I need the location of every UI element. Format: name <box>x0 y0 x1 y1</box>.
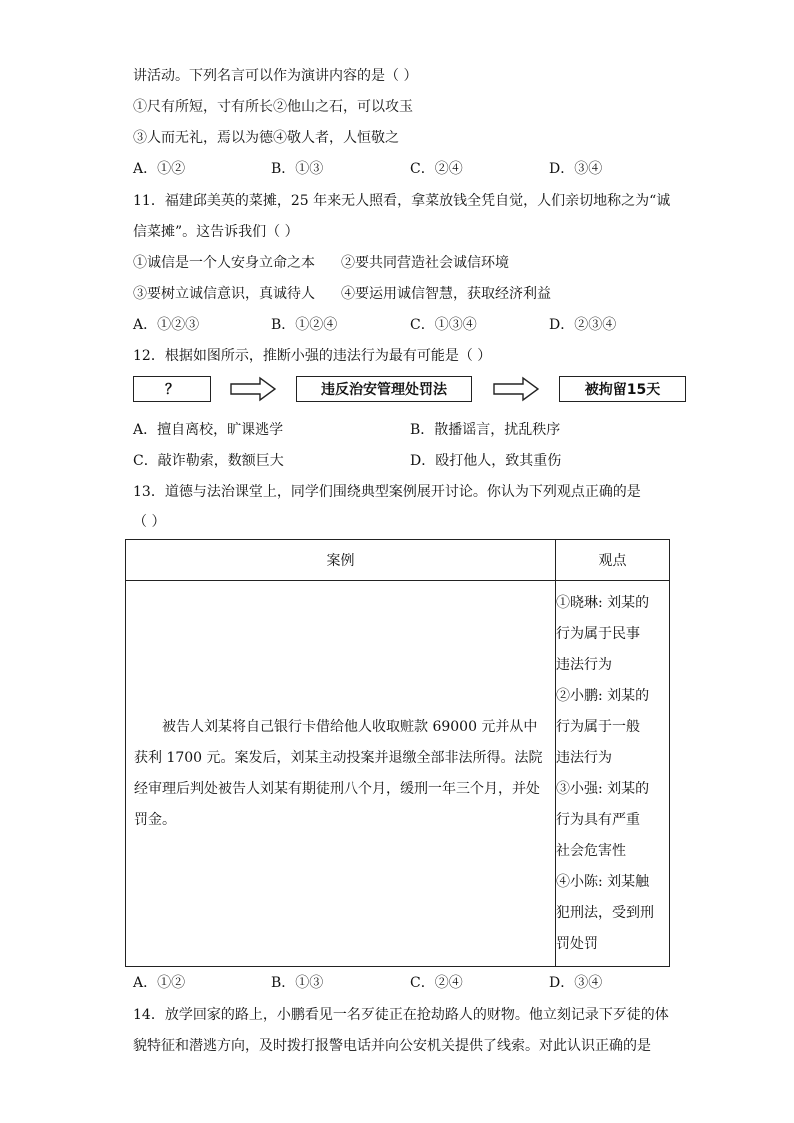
view-line: ②小鹏: 刘某的 <box>556 687 650 704</box>
view-line: ①晓琳: 刘某的 <box>556 594 650 611</box>
view-line: 行为属于一般 <box>556 718 640 735</box>
view-line: 犯刑法，受到刑 <box>556 904 654 921</box>
q11-option-d[interactable]: D．②③④ <box>549 317 617 333</box>
q10-option-b[interactable]: B．①③ <box>271 161 324 177</box>
q12-option-d[interactable]: D．殴打他人，致其重伤 <box>410 453 562 469</box>
q14-stem-line: 14．放学回家的路上，小鹏看见一名歹徒正在抢劫路人的财物。他立刻记录下歹徒的体 <box>133 1007 669 1023</box>
q10-stem-line: 讲活动。下列名言可以作为演讲内容的是（ ） <box>133 68 418 84</box>
view-line: 罚处罚 <box>556 935 598 952</box>
q13-stem-line: 13．道德与法治课堂上，同学们围绕典型案例展开讨论。你认为下列观点正确的是 <box>133 484 641 500</box>
q11-stem-line: 信菜摊”。这告诉我们（ ） <box>133 224 299 240</box>
arrow-right-icon <box>493 376 539 402</box>
q14-stem-line: 貌特征和潜逃方向，及时拨打报警电话并向公安机关提供了线索。对此认识正确的是 <box>133 1038 651 1054</box>
q11-option-c[interactable]: C．①③④ <box>410 317 477 333</box>
q12-option-a[interactable]: A．擅自离校，旷课逃学 <box>133 422 284 438</box>
view-line: ④小陈: 刘某触 <box>556 873 650 890</box>
q13-option-b[interactable]: B．①③ <box>271 975 324 991</box>
case-text: 被告人刘某将自己银行卡借给他人收取赃款 69000 元并从中获利 1700 元。案发后，刘某主动投案并退缴全部非法所得。法院经审理后判处被告人刘某有期徒刑八个月，缓刑一年三个月，并处罚金。 <box>134 718 543 828</box>
q13-option-c[interactable]: C．②④ <box>410 975 463 991</box>
view-cell <box>556 581 670 967</box>
q11-option-a[interactable]: A．①②③ <box>133 317 200 333</box>
arrow-right-icon <box>230 376 276 402</box>
q11-option-b[interactable]: B．①②④ <box>271 317 338 333</box>
q11-statement-4: ④要运用诚信智慧，获取经济利益 <box>341 286 551 302</box>
view-line: 违法行为 <box>556 749 612 766</box>
view-line: ③小强: 刘某的 <box>556 780 650 797</box>
view-line: 行为属于民事 <box>556 625 640 642</box>
q12-option-c[interactable]: C．敲诈勒索，数额巨大 <box>133 453 284 469</box>
table-header-view: 观点 <box>556 540 670 581</box>
q12-option-b[interactable]: B．散播谣言，扰乱秩序 <box>410 422 561 438</box>
q10-option-c[interactable]: C．②④ <box>410 161 463 177</box>
q10-statement-line: ①尺有所短，寸有所长②他山之石，可以攻玉 <box>133 99 413 115</box>
flow-box-unknown: ？ <box>133 376 211 402</box>
view-line: 行为具有严重 <box>556 811 640 828</box>
q10-option-a[interactable]: A．①② <box>133 161 186 177</box>
q11-stem-line: 11．福建邱美英的菜摊，25 年来无人照看，拿菜放钱全凭自觉，人们亲切地称之为“诚 <box>133 193 671 209</box>
view-line: 违法行为 <box>556 656 612 673</box>
flow-box-violation: 违反治安管理处罚法 <box>296 376 472 402</box>
case-cell <box>126 581 556 967</box>
q10-option-d[interactable]: D．③④ <box>549 161 603 177</box>
q13-option-a[interactable]: A．①② <box>133 975 186 991</box>
flow-box-detention: 被拘留15天 <box>559 376 686 402</box>
q11-statement-1: ①诚信是一个人安身立命之本 <box>133 255 315 271</box>
table-header-case: 案例 <box>126 540 556 581</box>
q11-statement-2: ②要共同营造社会诚信环境 <box>341 255 509 271</box>
view-line: 社会危害性 <box>556 842 626 859</box>
q12-stem-line: 12．根据如图所示，推断小强的违法行为最有可能是（ ） <box>133 348 492 364</box>
case-table <box>125 539 670 967</box>
q11-statement-3: ③要树立诚信意识，真诚待人 <box>133 286 315 302</box>
q13-option-d[interactable]: D．③④ <box>549 975 603 991</box>
q10-statement-line: ③人而无礼，焉以为德④敬人者，人恒敬之 <box>133 130 399 146</box>
q13-stem-line: （ ） <box>133 514 166 530</box>
